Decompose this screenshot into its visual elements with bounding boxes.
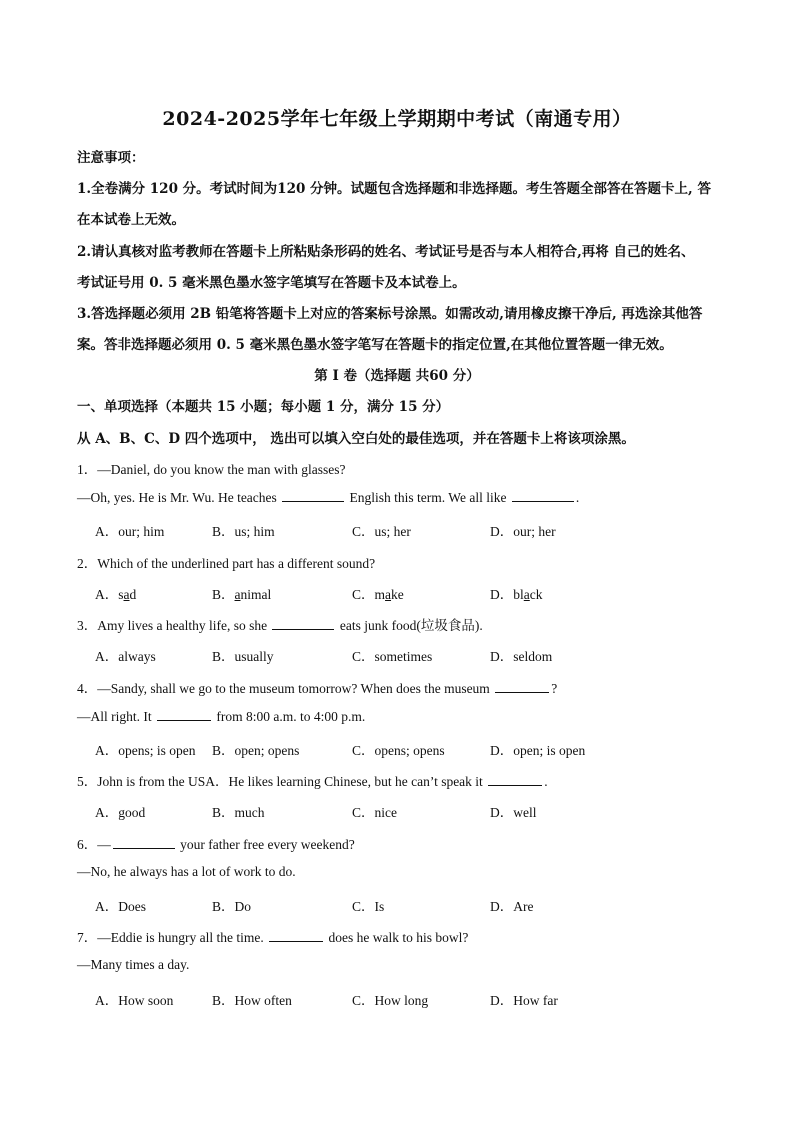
question-text: does he walk to his bowl? (328, 930, 469, 945)
question-text: —Sandy, shall we go to the museum tomorrow? When does the museum (97, 681, 490, 696)
notice-item-3a: 3.答选择题必须用 2B 铅笔将答题卡上对应的答案标号涂黑。如需改动,请用橡皮擦干净后, 再选涂其他答 (77, 306, 703, 322)
question-text: your father free every weekend? (180, 837, 355, 852)
option-c: C．nice (352, 805, 397, 820)
question-1-line2 (77, 489, 579, 506)
question-text: — (97, 837, 111, 852)
option-b: B．usually (212, 649, 274, 664)
option-text: bl (513, 587, 524, 602)
question-2 (77, 552, 375, 572)
option-b (212, 583, 271, 603)
question-6 (77, 833, 355, 853)
option-a: A．opens; is open (95, 743, 196, 758)
notice-item-2a: 2.请认真核对监考教师在答题卡上所粘贴条形码的姓名、考试证号是否与本人相符合,再将 自己的姓名、 (77, 244, 695, 260)
option-c: C．Is (352, 899, 385, 914)
option-letter: B． (212, 587, 235, 602)
question-number: 6． (77, 837, 98, 852)
option-b: B．Do (212, 899, 252, 914)
option-text: s (118, 587, 124, 602)
underlined-letter: a (123, 587, 130, 602)
question-7 (77, 926, 468, 946)
option-text: ke (391, 587, 404, 602)
option-letter: A． (95, 587, 119, 602)
underlined-letter: a (234, 587, 241, 602)
option-c (352, 583, 404, 603)
question-text: . (575, 490, 580, 505)
underlined-letter: a (385, 587, 392, 602)
option-c: C．sometimes (352, 649, 433, 664)
question-5 (77, 770, 548, 790)
option-d: D．our; her (490, 524, 556, 539)
option-c: C．How long (352, 993, 429, 1008)
option-d: D．Are (490, 899, 534, 914)
question-text: ? (551, 681, 558, 696)
option-a: A．our; him (95, 524, 165, 539)
question-text: —Eddie is hungry all the time. (97, 930, 264, 945)
question-4-line2 (77, 708, 365, 725)
question-number: 1． (77, 462, 98, 477)
option-d: D．How far (490, 993, 558, 1008)
question-text: Amy lives a healthy life, so she (97, 618, 268, 633)
option-b: B．How often (212, 993, 292, 1008)
question-text: Which of the underlined part has a different sound? (97, 556, 376, 571)
option-d (490, 583, 543, 603)
option-b: B．much (212, 805, 265, 820)
question-6-line2: —No, he always has a lot of work to do. (77, 864, 296, 879)
option-c: C．us; her (352, 524, 411, 539)
question-number: 2． (77, 556, 98, 571)
question-text: —Daniel, do you know the man with glasses? (97, 462, 346, 477)
option-b: B．open; opens (212, 743, 300, 758)
option-a: A．How soon (95, 993, 174, 1008)
answer-blank (488, 773, 542, 786)
notice-item-3b: 案。答非选择题必须用 0. 5 毫米黑色墨水签字笔写在答题卡的指定位置,在其他位置答题一律无效。 (77, 337, 673, 353)
question-text: English this term. We all like (349, 490, 507, 505)
question-number: 3． (77, 618, 98, 633)
question-text: —Oh, yes. He is Mr. Wu. He teaches (77, 490, 277, 505)
answer-blank (282, 489, 344, 502)
answer-blank (269, 929, 323, 942)
section-title: 第 I 卷（选择题 共60 分） (314, 368, 480, 384)
answer-blank (157, 708, 211, 721)
option-b: B．us; him (212, 524, 275, 539)
option-d: D．open; is open (490, 743, 586, 758)
part1-heading: 一、单项选择（本题共 15 小题；每小题 1 分，满分 15 分） (77, 399, 450, 415)
option-letter: C． (352, 587, 375, 602)
answer-blank (512, 489, 574, 502)
option-text: nimal (240, 587, 272, 602)
answer-blank (272, 617, 334, 630)
underlined-letter: a (523, 587, 530, 602)
question-text: eats junk food(垃圾食品). (339, 618, 483, 633)
notice-item-1a: 1.全卷满分 120 分。考试时间为120 分钟。试题包含选择题和非选择题。考生答题全部答在答题卡上, 答 (77, 181, 711, 197)
option-a (95, 583, 136, 603)
question-7-line2: —Many times a day. (77, 957, 190, 972)
option-a: A．always (95, 649, 156, 664)
question-text: John is from the USA．He likes learning Chinese, but he can’t speak it (97, 774, 483, 789)
option-text: m (374, 587, 386, 602)
answer-blank (113, 836, 175, 849)
exam-title: 2024-2025学年七年级上学期期中考试（南通专用） (162, 108, 632, 130)
option-letter: D． (490, 587, 514, 602)
question-text: . (544, 774, 548, 789)
answer-blank (495, 680, 549, 693)
question-3 (77, 614, 483, 634)
option-a: A．good (95, 805, 146, 820)
notice-item-1b: 在本试卷上无效。 (77, 212, 185, 228)
option-text: ck (529, 587, 543, 602)
notice-heading: 注意事项： (77, 150, 145, 166)
option-text: d (129, 587, 137, 602)
option-a: A．Does (95, 899, 146, 914)
option-d: D．well (490, 805, 537, 820)
question-1 (77, 458, 345, 478)
option-c: C．opens; opens (352, 743, 445, 758)
question-4 (77, 677, 557, 697)
question-number: 4． (77, 681, 98, 696)
question-number: 5． (77, 774, 98, 789)
notice-item-2b: 考试证号用 0. 5 毫米黑色墨水签字笔填写在答题卡及本试卷上。 (77, 275, 466, 291)
option-d: D．seldom (490, 649, 553, 664)
question-text: from 8:00 a.m. to 4:00 p.m. (216, 709, 366, 724)
part1-instruction: 从 A、B、C、D 四个选项中， 选出可以填入空白处的最佳选项，并在答题卡上将该项涂黑。 (77, 431, 635, 447)
question-text: —All right. It (77, 709, 152, 724)
question-number: 7． (77, 930, 98, 945)
